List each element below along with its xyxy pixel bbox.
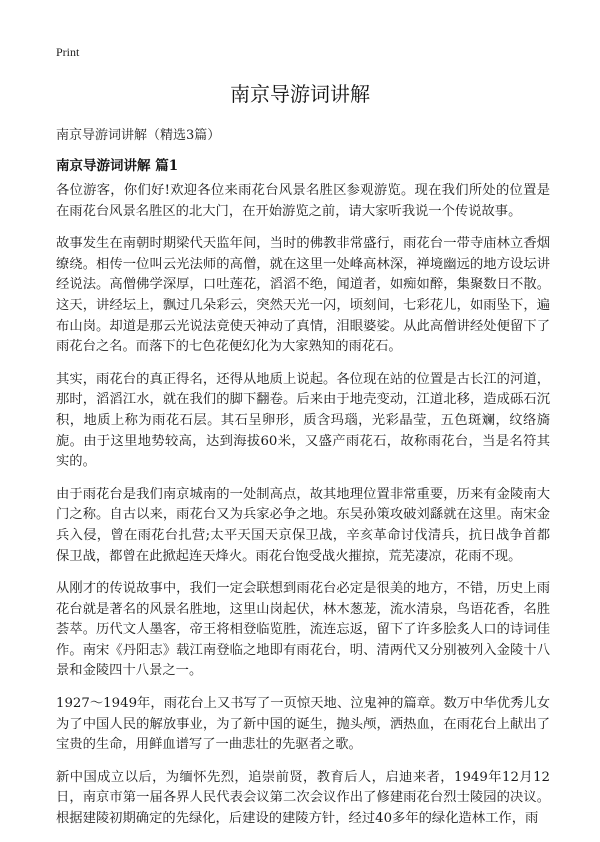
print-link[interactable]: Print bbox=[56, 45, 80, 59]
paragraph-scenery: 从刚才的传说故事中，我们一定会联想到雨花台必定是很美的地方，不错，历史上雨花台就是著名的风景名胜地，这里山岗起伏，林木葱茏，流水清泉，鸟语花香，名胜荟萃。历代文人墨客，帝王将相登临览胜，流连忘返，留下了许多脍炙人口的诗词佳作。南宋《丹阳志》载江南登临之地即有雨花台，明、清两代又分别被列入金陵十八景和金陵四十八景之一。 bbox=[56, 581, 550, 679]
paragraph-new-china: 新中国成立以后，为缅怀先烈，追崇前贤，教育后人，启迪来者，1949年12月12日，南京市第一届各界人民代表会议第二次会议作出了修建雨花台烈士陵园的决议。根据建陵初期确定的先绿化，后建设的建陵方针，经过40多年的绿化造林工作，雨 bbox=[56, 769, 550, 827]
document-subtitle: 南京导游词讲解（精选3篇） bbox=[56, 128, 221, 143]
page-title: 南京导游词讲解 bbox=[230, 82, 370, 106]
section-heading: 南京导游词讲解 篇1 bbox=[56, 158, 179, 174]
paragraph-welcome: 各位游客，你们好!欢迎各位来雨花台风景名胜区参观游览。现在我们所处的位置是在雨花台风景名胜区的北大门，在开始游览之前，请大家听我说一个传说故事。 bbox=[56, 183, 550, 219]
paragraph-geology: 其实，雨花台的真正得名，还得从地质上说起。各位现在站的位置是古长江的河道，那时，滔滔江水，就在我们的脚下翻卷。后来由于地壳变动，江道北移，造成砾石沉积，地质上称为雨花石层。其石呈卵形，质含玛瑙，光彩晶莹，五色斑斓，纹络旖旎。由于这里地势较高，达到海拔60米，又盛产雨花石，故称雨花台，当是名符其实的。 bbox=[56, 371, 550, 470]
article-body bbox=[56, 181, 550, 842]
paragraph-martyrs: 1927～1949年，雨花台上又书写了一页惊天地、泣鬼神的篇章。数万中华优秀儿女为了中国人民的解放事业，为了新中国的诞生，抛头颅，洒热血，在雨花台上献出了宝贵的生命，用鲜血谱写了一曲悲壮的先驱者之歌。 bbox=[56, 696, 550, 753]
paragraph-legend: 故事发生在南朝时期梁代天监年间，当时的佛教非常盛行，雨花台一带寺庙林立香烟缭绕。相传一位叫云光法师的高僧，就在这里一处峰高林深，禅境幽远的地方设坛讲经说法。高僧佛学深厚，口吐莲花，滔滔不绝，闻道者，如痴如醉，集聚数日不散。这天，讲经坛上，飘过几朵彩云，突然天光一闪，顷刻间，七彩花儿，如雨坠下，遍布山岗。却道是那云光说法竟使天神动了真情，泪眼婆娑。从此高僧讲经处便留下了雨花台之名。而落下的七色花便幻化为大家熟知的雨花石。 bbox=[56, 236, 550, 355]
paragraph-strategic: 由于雨花台是我们南京城南的一处制高点，故其地理位置非常重要，历来有金陵南大门之称。自古以来，雨花台又为兵家必争之地。东吴孙策攻破刘繇就在这里。南宋金兵入侵，曾在雨花台扎营;太平天国天京保卫战，辛亥革命讨伐清兵，抗日战争首都保卫战，都曾在此掀起连天烽火。雨花台饱受战火摧掠，荒芜凄凉，花雨不现。 bbox=[56, 486, 550, 564]
